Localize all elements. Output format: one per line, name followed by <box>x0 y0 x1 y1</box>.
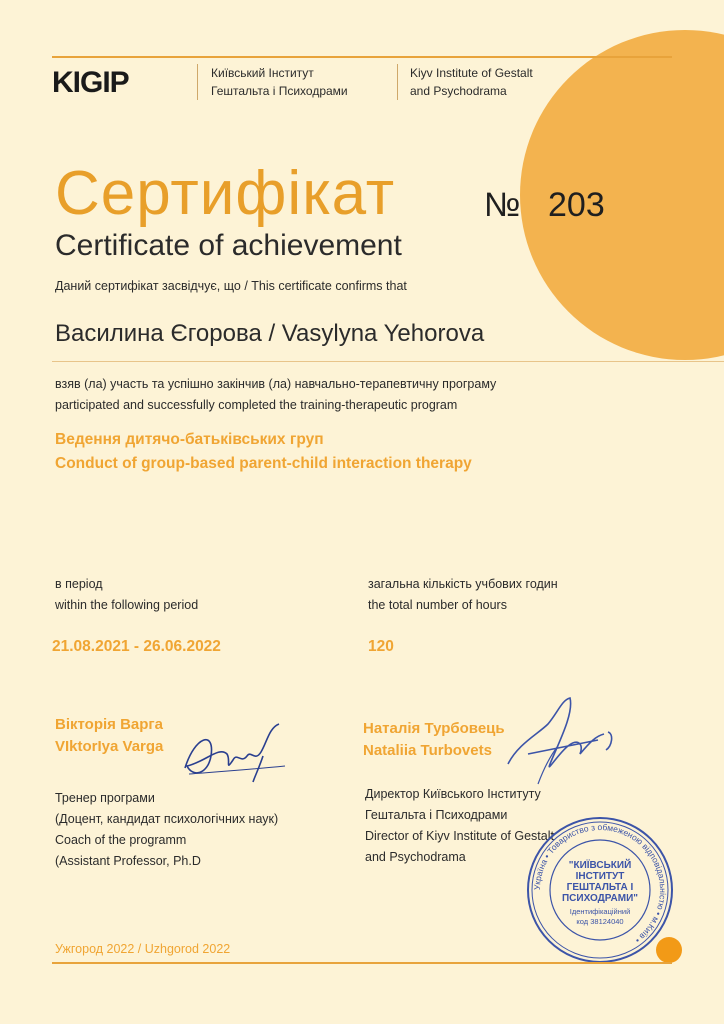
program-title <box>55 428 472 476</box>
period-label-ua: в період <box>55 577 103 591</box>
institute-name-ua <box>211 64 348 100</box>
certificate-title-en: Certificate of achievement <box>55 229 402 262</box>
signatory-right-role-line4: and Psychodrama <box>365 850 466 864</box>
top-rule <box>52 56 672 58</box>
signatory-left-name-en: VIktorIya Varga <box>55 738 164 755</box>
participation-text <box>55 374 496 416</box>
hours-label-en: the total number of hours <box>368 598 507 612</box>
signatory-right-role-line1: Директор Київського Інституту <box>365 787 541 801</box>
kigip-logo: KIGIP <box>52 66 129 99</box>
confirm-text: Даний сертифікат засвідчує, що / This certificate confirms that <box>55 279 407 293</box>
bottom-rule <box>52 962 672 964</box>
signatory-left-role <box>55 788 278 872</box>
signatory-right-name <box>363 718 505 762</box>
stamp-line2: ІНСТИТУТ <box>575 871 625 882</box>
hours-label-ua: загальна кількість учбових годин <box>368 577 558 591</box>
participation-en: participated and successfully completed the training-therapeutic program <box>55 398 458 412</box>
signature-left <box>175 716 290 786</box>
stamp-line4: ПСИХОДРАМИ" <box>561 893 639 904</box>
institute-ua-line2: Гештальта і Психодрами <box>211 84 348 98</box>
footer-place-year: Ужгород 2022 / Uzhgorod 2022 <box>55 942 231 956</box>
recipient-name: Василина Єгорова / Vasylyna Yehorova <box>55 320 485 347</box>
certificate-title-ua: Сертифікат <box>55 159 396 228</box>
period-label <box>55 574 198 616</box>
period-label-en: within the following period <box>55 598 199 612</box>
signatory-left-name-ua: Вікторія Варга <box>55 716 163 733</box>
signatory-right-role-line2: Гештальта і Психодрами <box>365 808 508 822</box>
stamp-ring-text: Україна • Товариство з обмеженою відповідальністю • м.Київ • <box>531 821 669 946</box>
institute-name-en <box>410 64 533 100</box>
signature-right <box>488 694 628 794</box>
official-stamp <box>526 816 674 964</box>
name-underline <box>52 361 724 362</box>
signatory-left-role-line4: (Assistant Professor, Ph.D <box>55 854 201 868</box>
signatory-left-role-line3: Coach of the programm <box>55 833 187 847</box>
participation-ua: взяв (ла) участь та успішно закінчив (ла) навчально-терапевтичну програму <box>55 377 497 391</box>
institute-en-line2: and Psychodrama <box>410 84 507 98</box>
period-value: 21.08.2021 - 26.06.2022 <box>52 638 221 655</box>
stamp-id-code: код 38124040 <box>576 917 624 926</box>
certificate-number: 203 <box>548 186 605 224</box>
stamp-id-label: Ідентифікаційний <box>569 907 631 916</box>
stamp-line1: "КИЇВСЬКИЙ <box>568 860 632 871</box>
signatory-right-role-line3: Director of Kiyv Institute of Gestalt <box>365 829 554 843</box>
number-sign: № <box>484 186 521 224</box>
signatory-right-name-en: Nataliia Turbovets <box>363 742 492 759</box>
institute-en-line1: Kiyv Institute of Gestalt <box>410 66 533 80</box>
program-en: Conduct of group-based parent-child interaction therapy <box>55 455 472 472</box>
signatory-right-name-ua: Наталія Турбовець <box>363 720 505 737</box>
decorative-dot <box>656 937 682 963</box>
header-divider <box>197 64 198 100</box>
signatory-left-name <box>55 714 163 758</box>
hours-value: 120 <box>368 638 394 655</box>
hours-label <box>368 574 558 616</box>
stamp-line3: ГЕШТАЛЬТА І <box>566 882 634 893</box>
header-divider <box>397 64 398 100</box>
institute-ua-line1: Київський Інститут <box>211 66 314 80</box>
program-ua: Ведення дитячо-батьківських груп <box>55 431 324 448</box>
signatory-left-role-line1: Тренер програми <box>55 791 155 805</box>
signatory-left-role-line2: (Доцент, кандидат психологічних наук) <box>55 812 279 826</box>
